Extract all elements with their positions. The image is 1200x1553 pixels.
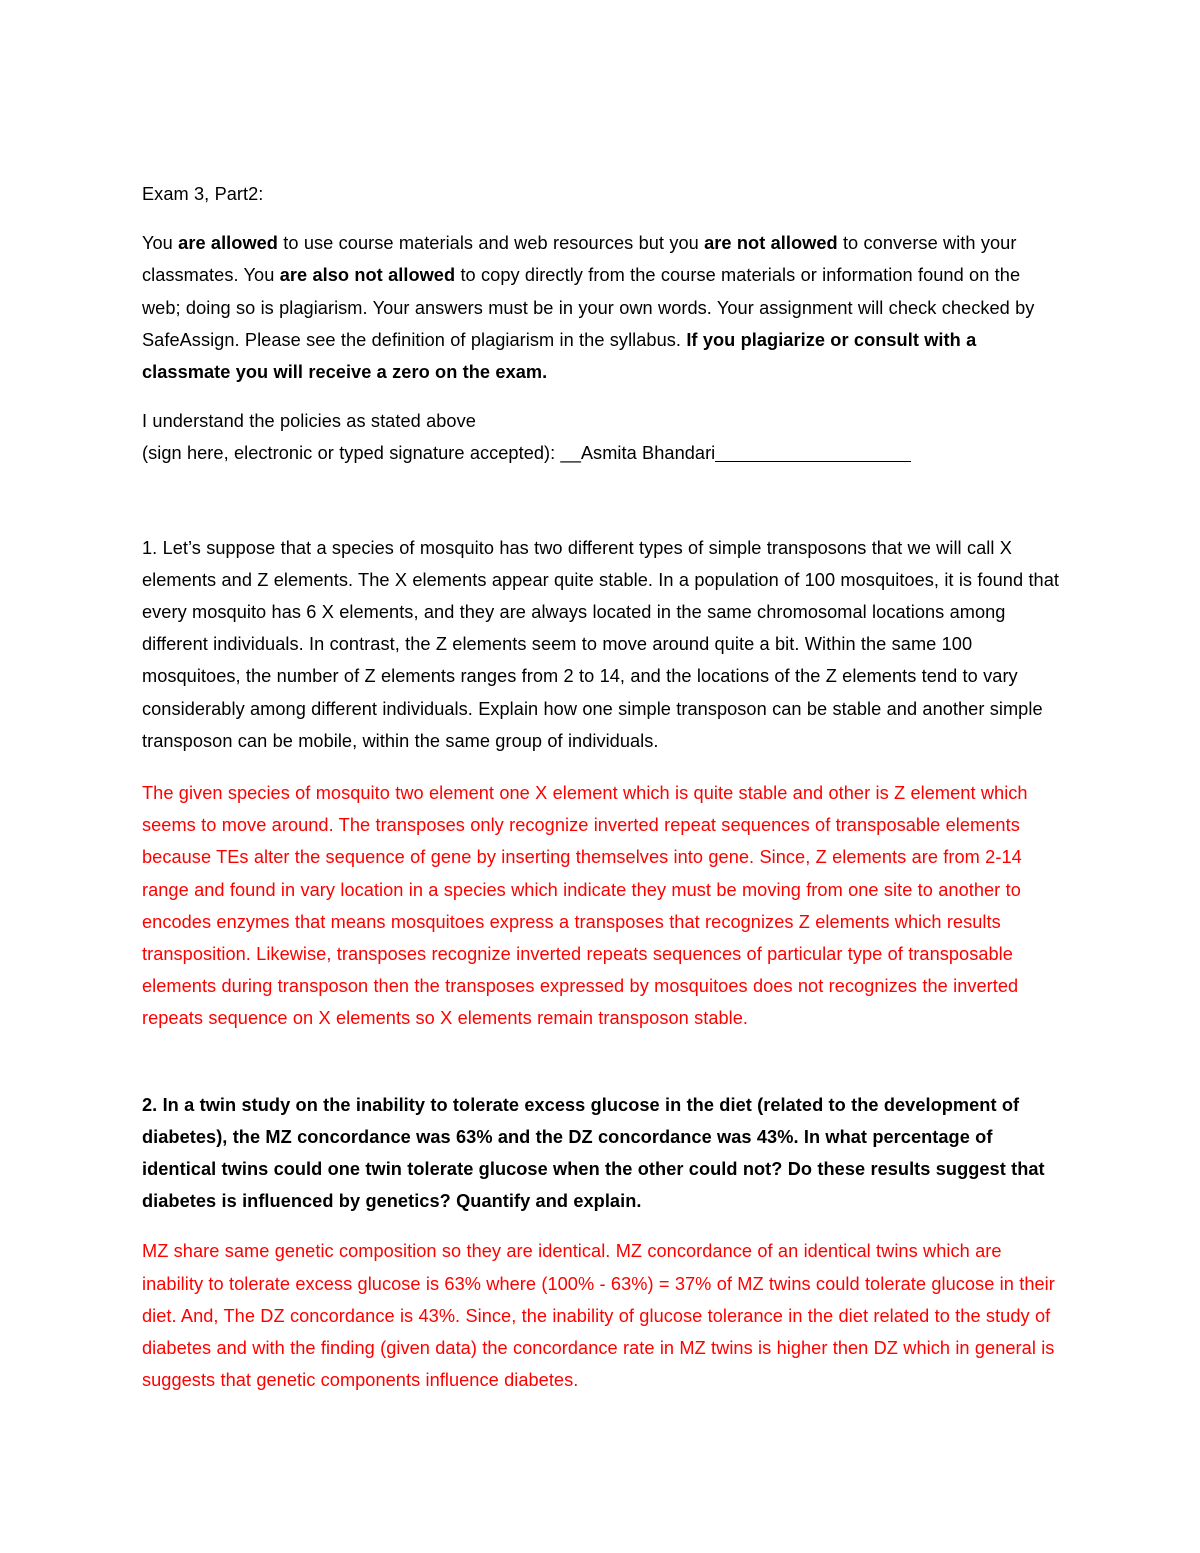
signature-line <box>142 437 1060 469</box>
question-1-answer: The given species of mosquito two element one X element which is quite stable and other is Z element which seems to move around. The transposes only recognize inverted repeat sequences of transposable elements because TEs alter the sequence of gene by inserting themselves into gene. Since, Z elements are from 2-14 range and found in vary location in a species which indicate they must be moving from one site to another to encodes enzymes that means mosquitoes express a transposes that recognizes Z elements which results transposition. Likewise, transposes recognize inverted repeats sequences of particular type of transposable elements during transposon then the transposes expressed by mosquitoes does not recognizes the inverted repeats sequence on X elements so X elements remain transposon stable. <box>142 783 1028 1029</box>
signature-value[interactable]: Asmita Bhandari <box>580 443 716 464</box>
spacer-before-question-1 <box>142 470 1060 532</box>
policy-bold-are-not-allowed: are not allowed <box>704 233 838 254</box>
policy-text-segment-2: to use course materials and web resources but you <box>277 233 705 254</box>
policy-text-segment-4: to copy directly from the course materials or information found on the web; doing so is plagiarism. Your answers must be in your own words. Your assignment will check checked by SafeAssign. Please see the definition of plagiarism in the syllabus. <box>142 265 1035 350</box>
spacer-before-question-2 <box>142 1035 1060 1089</box>
document-body <box>142 178 1060 1397</box>
question-2-answer: MZ share same genetic composition so they are identical. MZ concordance of an identical twins which are inability to tolerate excess glucose is 63% where (100% - 63%) = 37% of MZ twins could tolerate glucose in their diet. And, The DZ concordance is 43%. Since, the inability of glucose tolerance in the diet related to the study of diabetes and with the finding (given data) the concordance rate in MZ twins is higher then DZ which in general is suggests that genetic components influence diabetes. <box>142 1241 1055 1391</box>
acknowledgement-statement: I understand the policies as stated above <box>142 411 476 432</box>
policy-bold-are-allowed: are allowed <box>178 233 278 254</box>
signature-prompt-label: (sign here, electronic or typed signature accepted): __ <box>142 443 581 464</box>
question-1-prompt: 1. Let’s suppose that a species of mosquito has two different types of simple transposons that we will call X elements and Z elements. The X elements appear quite stable. In a population of 100 mosquitoes, it is found that every mosquito has 6 X elements, and they are always located in the same chromosomal locations among different individuals. In contrast, the Z elements seem to move around quite a bit. Within the same 100 mosquitoes, the number of Z elements ranges from 2 to 14, and the locations of the Z elements tend to vary considerably among different individuals. Explain how one simple transposon can be stable and another simple transposon can be mobile, within the same group of individuals. <box>142 537 1059 751</box>
policy-paragraph <box>142 227 1060 388</box>
policy-bold-plagiarism-warning: If you plagiarize or consult with a classmate you will receive a zero on the exam. <box>142 329 977 383</box>
question-2-prompt: 2. In a twin study on the inability to tolerate excess glucose in the diet (related to the development of diabetes), the MZ concordance was 63% and the DZ concordance was 43%. In what percentage of identical twins could one twin tolerate glucose when the other could not? Do these results suggest that diabetes is influenced by genetics? Quantify and explain. <box>142 1094 1045 1212</box>
policy-text-segment-3: to converse with your classmates. You <box>142 233 1017 286</box>
document-title: Exam 3, Part2: <box>142 184 264 204</box>
signature-underline <box>715 461 911 462</box>
policy-text-segment-1: You <box>142 233 179 254</box>
policy-bold-are-also-not-allowed: are also not allowed <box>279 265 456 286</box>
